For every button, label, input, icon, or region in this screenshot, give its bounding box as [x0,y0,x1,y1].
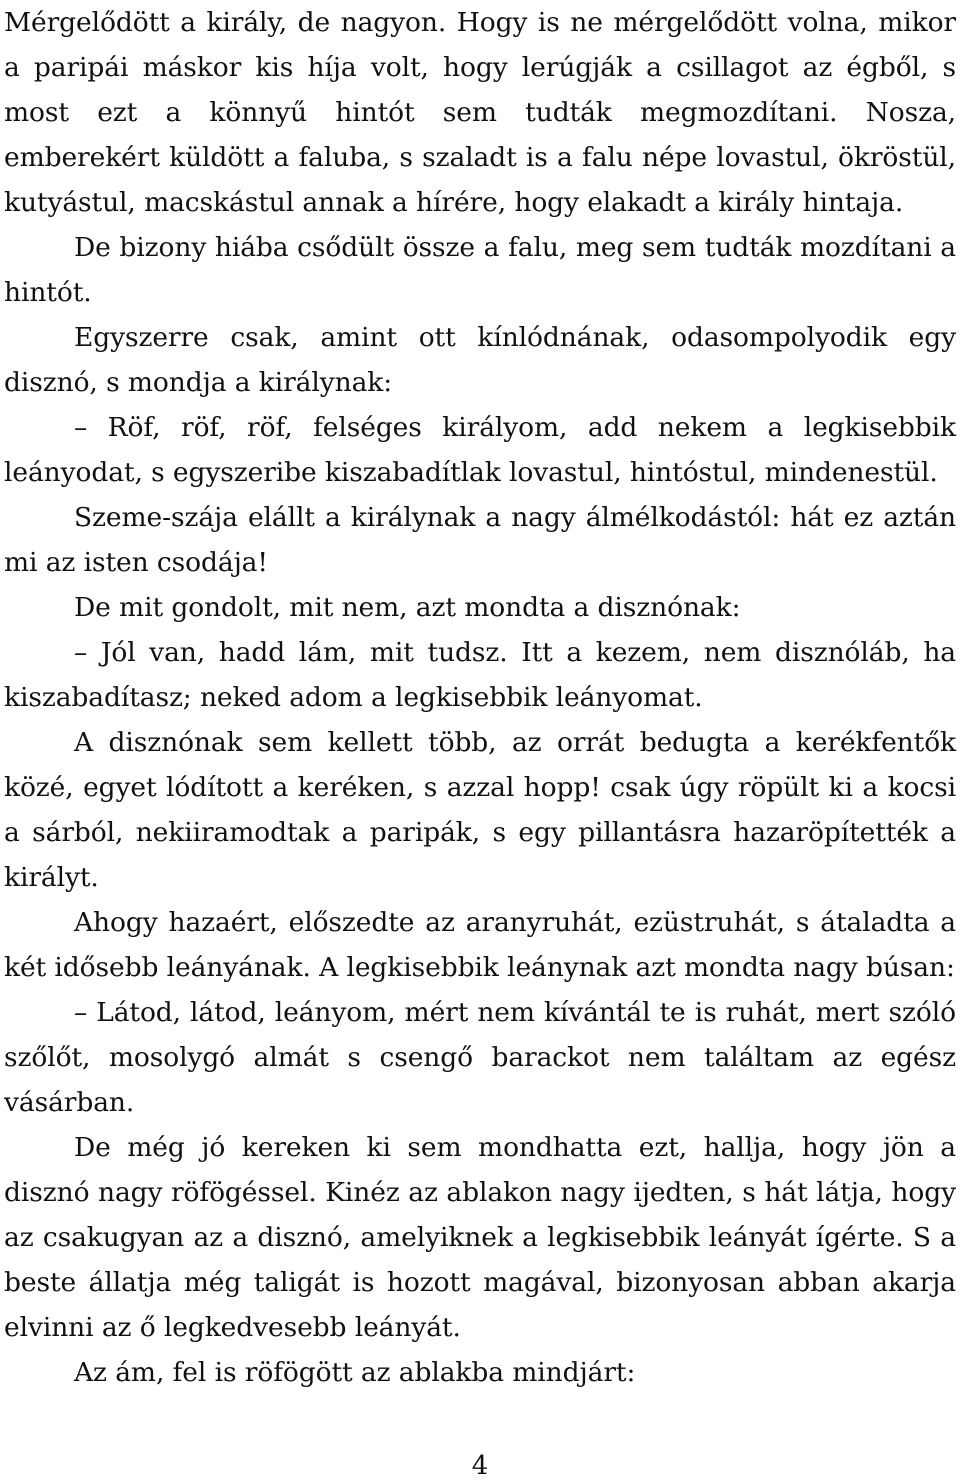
body-text [4,0,956,1395]
page-number: 4 [471,1451,489,1481]
paragraph: A disznónak sem kellett több, az orrát bedugta a kerékfentők közé, egyet lódított a keréken, s azzal hopp! csak úgy röpült ki a kocsi a sárból, nekiiramodtak a paripák, s egy pillantásra hazaröpítették a királyt. [4,727,956,893]
paragraph: De mit gondolt, mit nem, azt mondta a disznónak: [74,592,741,623]
dialogue-paragraph: – Jól van, hadd lám, mit tudsz. Itt a kezem, nem disznóláb, ha kiszabadítasz; neked adom a legkisebbik leányomat. [4,637,956,713]
document-page [4,0,956,1395]
paragraph: De még jó kereken ki sem mondhatta ezt, hallja, hogy jön a disznó nagy röfögéssel. Kinéz az ablakon nagy ijedten, s hát látja, hogy az csakugyan az a disznó, amelyiknek a legkisebbik leányát ígérte. S a beste állatja még taligát is hozott magával, bizonyosan abban akarja elvinni az ő legkedvesebb leányát. [4,1132,956,1343]
dialogue-paragraph: – Röf, röf, röf, felséges királyom, add nekem a legkisebbik leányodat, s egyszeribe kiszabadítlak lovastul, hintóstul, mindenestül. [4,412,956,488]
paragraph: Ahogy hazaért, előszedte az aranyruhát, ezüstruhát, s átaladta a két idősebb leányának. A legkisebbik leánynak azt mondta nagy búsan: [4,907,956,983]
paragraph: De bizony hiába csődült össze a falu, meg sem tudták mozdítani a hintót. [4,232,956,308]
paragraph: Az ám, fel is röfögött az ablakba mindjárt: [74,1357,636,1388]
dialogue-paragraph: – Látod, látod, leányom, mért nem kívántál te is ruhát, mert szóló szőlőt, mosolygó almát s csengő barackot nem találtam az egész vásárban. [4,997,956,1118]
paragraph: Szeme-szája elállt a királynak a nagy álmélkodástól: hát ez aztán mi az isten csodája! [4,502,956,578]
paragraph: Egyszerre csak, amint ott kínlódnának, odasompolyodik egy disznó, s mondja a királynak: [4,322,956,398]
paragraph: Mérgelődött a király, de nagyon. Hogy is ne mérgelődött volna, mikor a paripái máskor kis híja volt, hogy lerúgják a csillagot az égből, s most ezt a könnyű hintót sem tudták megmozdítani. Nosza, emberekért küldött a faluba, s szaladt is a falu népe lovastul, ökröstül, kutyástul, macskástul annak a hírére, hogy elakadt a király hintaja. [4,7,956,218]
